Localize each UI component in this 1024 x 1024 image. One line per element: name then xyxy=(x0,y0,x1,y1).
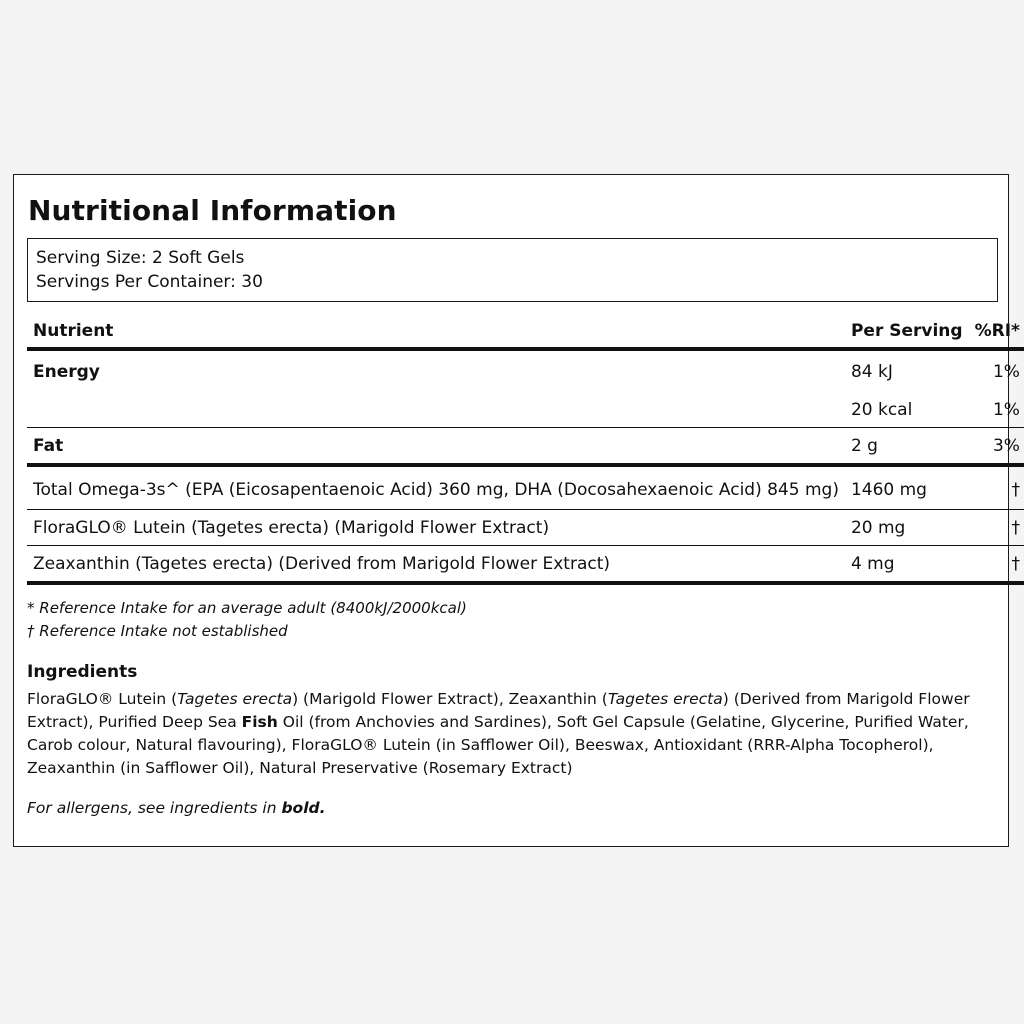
nutrient-ri: † xyxy=(969,546,1024,584)
fat-value: 2 g xyxy=(845,428,969,466)
table-row xyxy=(27,465,1024,510)
allergen-note xyxy=(27,796,326,820)
nutrition-panel xyxy=(13,174,1020,847)
nutrient-amount: 1460 mg xyxy=(850,480,927,500)
header-ri: %RI* xyxy=(969,315,1024,349)
nutrient-label: FloraGLO® Lutein (Tagetes erecta) (Marigold Flower Extract) xyxy=(27,510,845,546)
header-nutrient: Nutrient xyxy=(27,315,845,349)
footnote-not-established: † Reference Intake not established xyxy=(27,622,288,640)
nutrient-amount: 20 mg xyxy=(845,510,969,546)
energy-kcal-ri: 1% xyxy=(992,400,1020,420)
allergen-note-bold: bold. xyxy=(281,799,326,817)
servings-per-container: Servings Per Container: 30 xyxy=(36,272,263,292)
nutrient-label: Zeaxanthin (Tagetes erecta) (Derived from Marigold Flower Extract) xyxy=(27,546,845,584)
nutrient-label-energy: Energy xyxy=(33,362,100,382)
footnotes xyxy=(27,597,467,643)
fat-ri: 3% xyxy=(969,428,1024,466)
ingredient-italic: Tagetes erecta xyxy=(607,690,723,708)
ingredient-text: ) (Marigold Flower Extract), Zeaxanthin ( xyxy=(292,690,608,708)
allergen-note-text: For allergens, see ingredients in xyxy=(27,799,282,817)
nutrition-table xyxy=(27,315,1024,585)
table-row-energy-kcal xyxy=(27,393,1024,428)
ingredient-text: Oil (from Anchovies and Sardines), Soft Gel Capsule (Gelatine, Glycerine, Purified Water, Carob colour, Natural flavouring), FloraGLO® Lutein (in Safflower Oil), Beeswax, Antioxidant (RRR-Alpha Tocopherol), Zeaxanthin (in Safflower Oil), Natural Preservative (Rosemary Extract) xyxy=(27,713,969,777)
serving-info-box xyxy=(27,238,998,302)
header-per-serving: Per Serving xyxy=(845,315,969,349)
ingredients-text xyxy=(27,688,987,780)
table-row xyxy=(27,510,1024,546)
nutrient-ri: † xyxy=(1011,480,1020,500)
energy-kcal-value: 20 kcal xyxy=(850,400,913,420)
nutrient-ri: † xyxy=(969,510,1024,546)
serving-size: Serving Size: 2 Soft Gels xyxy=(36,248,245,268)
nutrient-label: Total Omega-3s^ (EPA (Eicosapentaenoic Acid) 360 mg, DHA (Docosahexaenoic Acid) 845 mg) xyxy=(33,480,839,500)
ingredient-text: ) (Derived from Marigold Flower Extract), Purified Deep Sea xyxy=(27,690,970,731)
empty-cell xyxy=(27,393,845,428)
nutrient-amount: 4 mg xyxy=(845,546,969,584)
energy-kj-ri: 1% xyxy=(992,362,1020,382)
allergen-highlight: Fish xyxy=(241,713,278,731)
ingredients-heading: Ingredients xyxy=(27,662,138,682)
table-row-energy-kj xyxy=(27,349,1024,393)
energy-kj-value: 84 kJ xyxy=(850,362,893,382)
ingredient-italic: Tagetes erecta xyxy=(177,690,293,708)
footnote-reference-intake: * Reference Intake for an average adult (8400kJ/2000kcal) xyxy=(27,599,467,617)
nutrient-label-fat: Fat xyxy=(27,428,845,466)
table-row-fat xyxy=(27,428,1024,466)
page-title: Nutritional Information xyxy=(28,194,397,227)
ingredient-text: FloraGLO® Lutein ( xyxy=(27,690,178,708)
table-row xyxy=(27,546,1024,584)
table-header-row xyxy=(27,315,1024,349)
